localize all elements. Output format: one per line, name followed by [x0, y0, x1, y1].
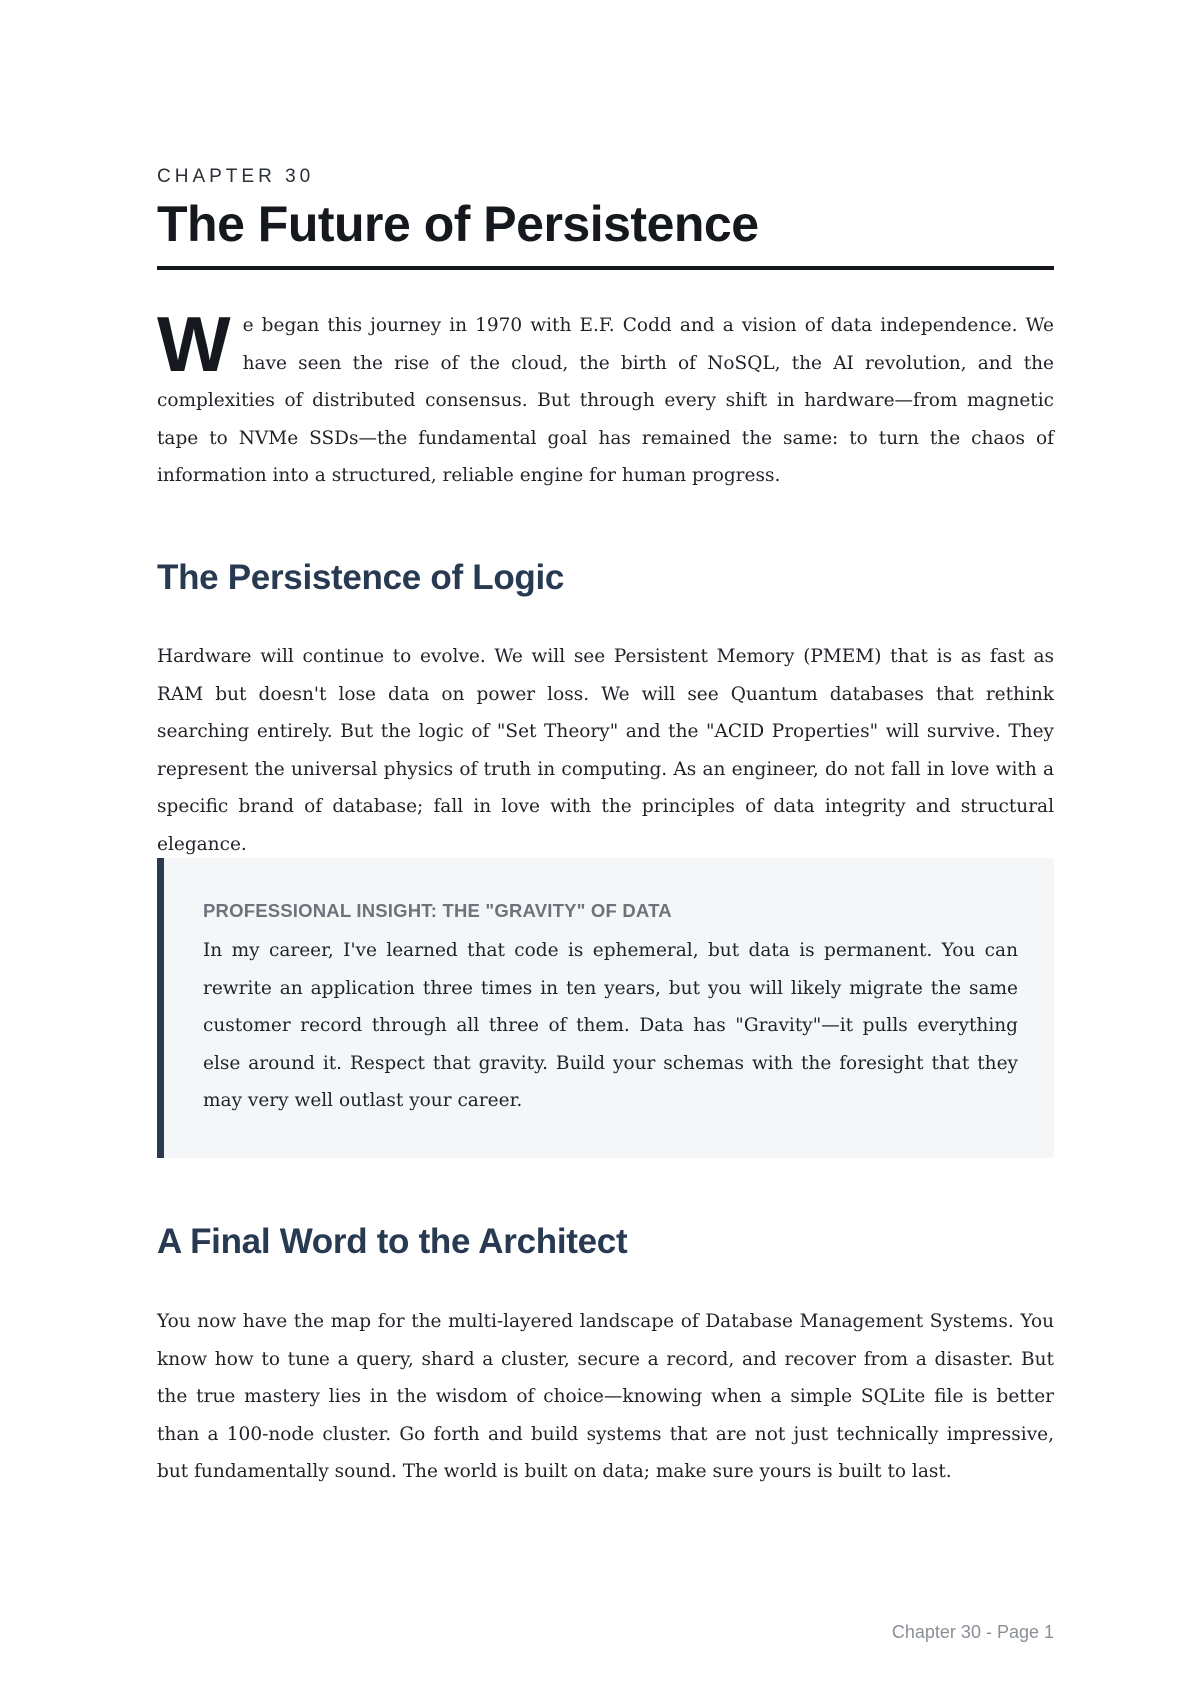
section-heading-persistence-of-logic: The Persistence of Logic — [157, 558, 565, 597]
callout-label: PROFESSIONAL INSIGHT: THE "GRAVITY" OF DATA — [203, 900, 672, 921]
chapter-label: CHAPTER 30 — [157, 166, 315, 187]
callout-text: In my career, I've learned that code is ephemeral, but data is permanent. You can rewrite an application three times in ten years, but you will likely migrate the same customer record through all three of them. Data has "Gravity"—it pulls everything else around it. Respect that gravity. Build your schemas with the foresight that they may very well outlast your career. — [203, 940, 1018, 1111]
title-divider — [157, 266, 1054, 270]
section-paragraph-final-word: You now have the map for the multi-layered landscape of Database Management Systems. You know how to tune a query, shard a cluster, secure a record, and recover from a disaster. But the true mastery lies in the wisdom of choice—knowing when a simple SQLite file is better than a 100-node cluster. Go forth and build systems that are not just technically impressive, but fundamentally sound. The world is built on data; make sure yours is built to last. — [157, 1311, 1054, 1482]
section-paragraph-persistence-of-logic: Hardware will continue to evolve. We will see Persistent Memory (PMEM) that is as fast as RAM but doesn't lose data on power loss. We will see Quantum databases that rethink searching entirely. But the logic of "Set Theory" and the "ACID Properties" will survive. They represent the universal physics of truth in computing. As an engineer, do not fall in love with a specific brand of database; fall in love with the principles of data integrity and structural elegance. — [157, 646, 1054, 855]
intro-paragraph — [157, 300, 1054, 495]
professional-insight-callout — [157, 858, 1054, 1158]
document-page — [157, 0, 1054, 1696]
section-heading-final-word: A Final Word to the Architect — [157, 1222, 628, 1261]
chapter-title: The Future of Persistence — [157, 196, 759, 252]
drop-cap: W — [157, 300, 231, 388]
intro-text: e began this journey in 1970 with E.F. Codd and a vision of data independence. We have seen the rise of the cloud, the birth of NoSQL, the AI revolution, and the complexities of distributed consensus. But through every shift in hardware—from magnetic tape to NVMe SSDs—the fundamental goal has remained the same: to turn the chaos of information into a structured, reliable engine for human progress. — [157, 315, 1054, 486]
page-footer: Chapter 30 - Page 1 — [891, 1622, 1054, 1642]
